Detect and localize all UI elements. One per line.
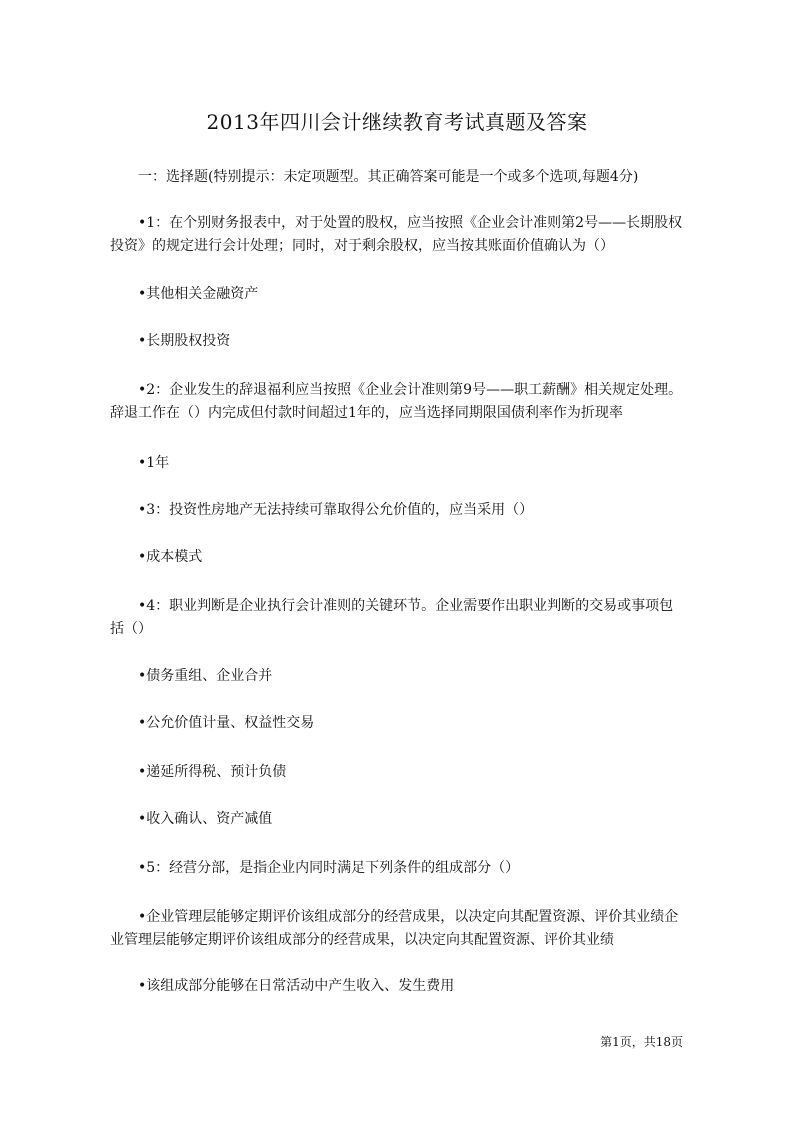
question-2: •2：企业发生的辞退福利应当按照《企业会计准则第9号——职工薪酬》相关规定处理。辞退工作在（）内完成但付款时间超过1年的，应当选择同期限国债利率作为折现率: [110, 382, 683, 421]
answer-option: •递延所得税、预计负债: [138, 764, 287, 780]
section-heading: 一：选择题(特别提示：未定项题型。其正确答案可能是一个或多个选项,每题4分): [138, 169, 639, 185]
answer-option: •债务重组、企业合并: [138, 668, 273, 684]
page-number: 第1页，共18页: [600, 1035, 683, 1049]
answer-option: •其他相关金融资产: [138, 286, 259, 302]
answer-option: •1年: [138, 455, 170, 471]
answer-option: •企业管理层能够定期评价该组成部分的经营成果，以决定向其配置资源、评价其业绩企业管理层能够定期评价该组成部分的经营成果，以决定向其配置资源、评价其业绩: [110, 909, 679, 948]
answer-option: •成本模式: [138, 549, 203, 565]
question-1: •1：在个别财务报表中，对于处置的股权，应当按照《企业会计准则第2号——长期股权投资》的规定进行会计处理；同时，对于剩余股权，应当按其账面价值确认为（）: [110, 215, 683, 254]
document-title: 2013年四川会计继续教育考试真题及答案: [206, 110, 588, 134]
answer-option: •收入确认、资产减值: [138, 811, 273, 827]
answer-option: •该组成部分能够在日常活动中产生收入、发生费用: [138, 978, 455, 994]
answer-option: •公允价值计量、权益性交易: [138, 715, 315, 731]
answer-option: •长期股权投资: [138, 333, 231, 349]
question-3: •3：投资性房地产无法持续可靠取得公允价值的，应当采用（）: [138, 502, 534, 518]
question-4: •4：职业判断是企业执行会计准则的关键环节。企业需要作出职业判断的交易或事项包括（）: [110, 598, 674, 637]
question-5: •5：经营分部，是指企业内同时满足下列条件的组成部分（）: [138, 860, 520, 876]
